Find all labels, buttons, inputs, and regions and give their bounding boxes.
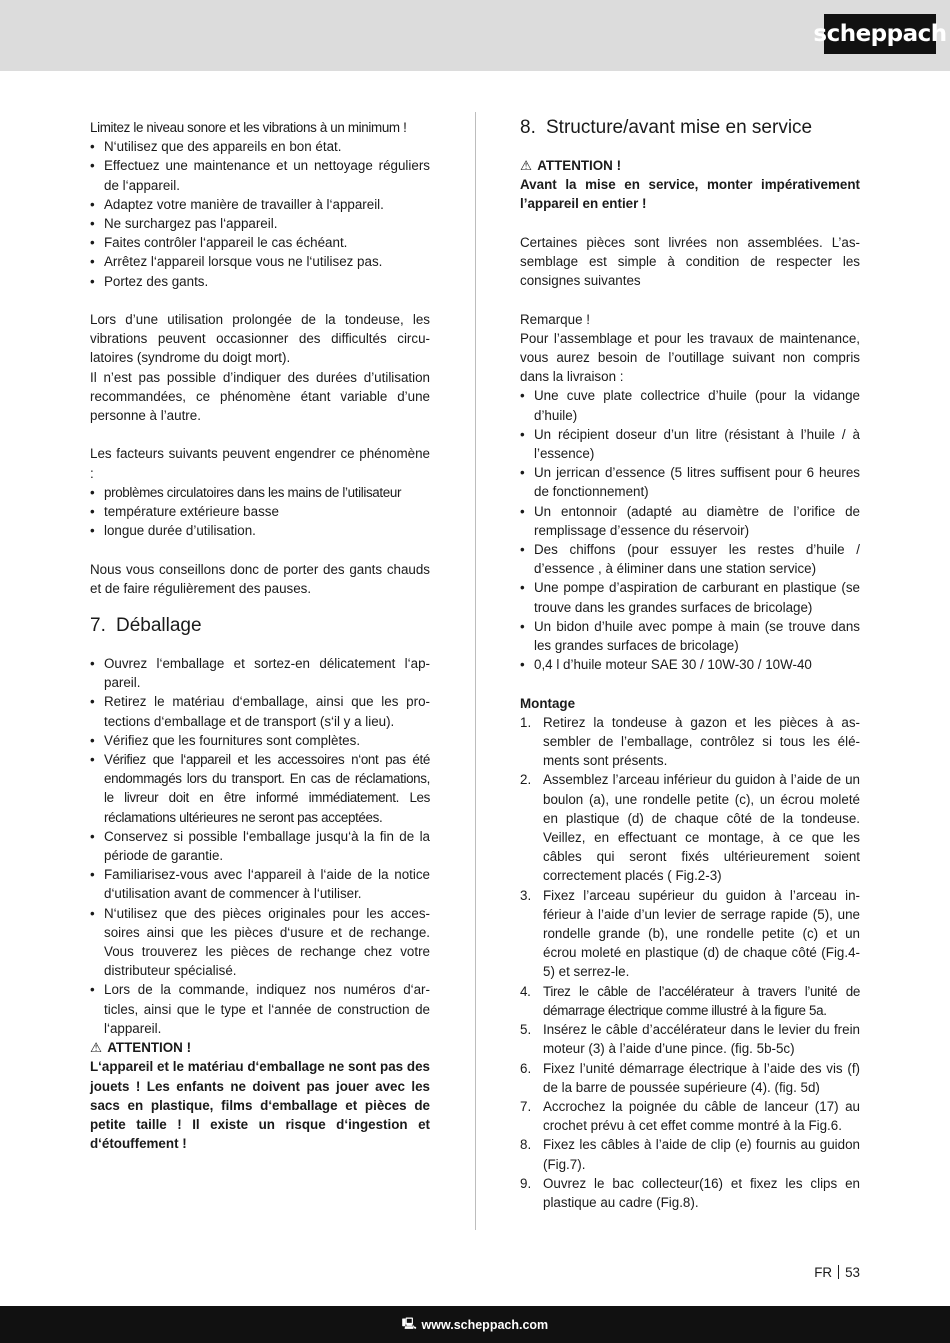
list-item: • Un bidon d’huile avec pompe à main (se trouve dans les grandes surfaces de bricolage)	[520, 617, 860, 655]
remark-text: Pour l’assemblage et pour les travaux de maintenance, vous aurez besoin de l’outillage suivant non compris dans la livraison :	[520, 330, 860, 385]
duration-paragraph: Il n’est pas possible d’indiquer des durées d’utilisation recommandées, ce phénomène étant variable d’une personne à l’autre.	[90, 369, 430, 424]
factors-intro: Les facteurs suivants peuvent engendrer ce phénomène :	[90, 446, 430, 481]
intro-list	[90, 137, 430, 291]
website-link[interactable]: www.scheppach.com	[421, 1317, 549, 1332]
unpack-list	[90, 654, 430, 1038]
attention-heading: ⚠ ATTENTION !	[90, 1038, 430, 1057]
list-item: • Adaptez votre manière de travailler à l‘appareil.	[90, 195, 430, 214]
step-item: 9. Ouvrez le bac collecteur(16) et fixez les clips en plastique au cadre (Fig.8).	[520, 1175, 860, 1210]
list-item: • Vérifiez que les fournitures sont complètes.	[90, 731, 430, 750]
list-item: • Ne surchargez pas l‘appareil.	[90, 214, 430, 233]
list-item: • Effectuez une maintenance et un nettoyage réguliers de l‘appareil.	[90, 156, 430, 194]
step-item: 6. Fixez l’unité démarrage électrique à l’aide des vis (f) de la barre de poussée supérieure (4). (fig. 5d)	[520, 1060, 860, 1095]
assembly-steps	[520, 713, 860, 1212]
list-item: • Une pompe d’aspiration de carburant en plastique (se trouve dans les grandes surfaces de bricolage)	[520, 578, 860, 616]
list-item: • Ouvrez l‘emballage et sortez-en délicatement l‘appareil.	[90, 654, 430, 692]
section-title: Déballage	[116, 615, 202, 637]
page-number-value: 53	[845, 1265, 860, 1280]
step-item: 4. Tirez le câble de l’accélérateur à travers l’unité de démarrage électrique comme illustré à la figure 5a.	[520, 983, 860, 1018]
step-item: 5. Insérez le câble d’accélérateur dans le levier du frein moteur (3) à l’aide d’une pince. (fig. 5b-5c)	[520, 1022, 860, 1057]
brand-logo: scheppach	[824, 14, 936, 54]
montage-heading: Montage	[520, 695, 576, 711]
list-item: • longue durée d’utilisation.	[90, 521, 430, 540]
step-item: 2. Assemblez l’arceau inférieur du guidon à l’aide de un boulon (a), une rondelle petite (c), un écrou moleté en plastique (d) de chaque côté de la tondeuse. Veillez, en effectuant ce montage, à ce que les câbles qui seront fixés ultérieurement soient correctement placés ( Fig.2-3)	[520, 772, 860, 884]
step-item: 3. Fixez l’arceau supérieur du guidon à l’arceau inférieur à l’aide d’un levier de serrage rapide (5), une rondelle grande (b), une rondelle petite (c) et un écrou moleté en plastique (d) de chaque côté (Fig.4-5) et serrez-le.	[520, 887, 860, 980]
vibration-paragraph: Lors d’une utilisation prolongée de la tondeuse, les vibrations peuvent occasionner des difficultés circulatoires (syndrome du doigt mort).	[90, 312, 430, 366]
header-bar	[0, 0, 950, 71]
step-item: 1. Retirez la tondeuse à gazon et les pièces à assembler de l’emballage, contrôlez si tous les éléments sont présents.	[520, 714, 860, 769]
list-item: • 0,4 l d’huile moteur SAE 30 / 10W-30 / 10W-40	[520, 655, 860, 674]
advice-paragraph: Nous vous conseillons donc de porter des gants chauds et de faire régulièrement des pauses.	[90, 561, 430, 596]
section-title: Structure/avant mise en service	[546, 117, 813, 138]
list-item: • Portez des gants.	[90, 272, 430, 291]
section-number: 7.	[90, 615, 106, 637]
attention-heading: ⚠ ATTENTION !	[520, 156, 860, 175]
list-item: • température extérieure basse	[90, 502, 430, 521]
attention-text: L‘appareil et le matériau d‘emballage ne sont pas des jouets ! Les enfants ne doivent pas jouer avec les sacs en plastique, films d‘emballage et pièces de petite taille ! Il existe un risque d‘ingestion et d‘étouffement !	[90, 1059, 430, 1152]
step-item: 7. Accrochez la poignée du câble de lanceur (17) au crochet prévu à cet effet comme montré à la Fig.6.	[520, 1098, 860, 1134]
footer-bar	[0, 1306, 950, 1343]
tools-list	[520, 386, 860, 674]
assembly-paragraph: Certaines pièces sont livrées non assemblées. L’assemblage est simple à condition de respecter les consignes suivantes	[520, 234, 860, 289]
list-item: • Lors de la commande, indiquez nos numéros d‘articles, ainsi que le type et l‘année de construction de l‘appareil.	[90, 980, 430, 1038]
monitor-icon: 🖳	[401, 1318, 417, 1330]
remark-label: Remarque !	[520, 311, 590, 327]
section-8-heading	[520, 116, 860, 140]
step-item: 8. Fixez les câbles à l’aide de clip (e) fournis au guidon (Fig.7).	[520, 1137, 860, 1172]
warning-icon: ⚠	[520, 158, 533, 173]
list-item: • Un jerrican d’essence (5 litres suffisent pour 6 heures de fonctionnement)	[520, 463, 860, 501]
list-item: • Un entonnoir (adapté au diamètre de l’orifice de remplissage d’essence du réservoir)	[520, 502, 860, 540]
list-item: • Une cuve plate collectrice d’huile (pour la vidange d’huile)	[520, 386, 860, 424]
list-item: • Un récipient doseur d’un litre (résistant à l’huile / à l’essence)	[520, 425, 860, 463]
list-item: • Vérifiez que l‘appareil et les accessoires n‘ont pas été endommagés lors du transport. En cas de réclamations, le livreur doit en être informé immédiatement. Les réclamations ultérieures ne seront pas acceptées.	[90, 750, 430, 827]
list-item: • problèmes circulatoires dans les mains de l’utilisateur	[90, 483, 430, 502]
right-column	[520, 118, 860, 1212]
section-number: 8.	[520, 117, 536, 138]
list-item: • Familiarisez-vous avec l‘appareil à l‘aide de la notice d‘utilisation avant de commencer à l‘utiliser.	[90, 865, 430, 903]
list-item: • Retirez le matériau d‘emballage, ainsi que les protections d‘emballage et de transport (s‘il y a lieu).	[90, 692, 430, 730]
page-number	[814, 1265, 860, 1281]
list-item: • Conservez si possible l‘emballage jusqu‘à la fin de la période de garantie.	[90, 827, 430, 865]
list-item: • Faites contrôler l‘appareil le cas échéant.	[90, 233, 430, 252]
list-item: • Des chiffons (pour essuyer les restes d’huile / d’essence , à éliminer dans une station service)	[520, 540, 860, 578]
warning-icon: ⚠	[90, 1040, 103, 1056]
section-7-heading	[90, 614, 430, 638]
column-divider	[475, 112, 476, 1230]
left-column	[90, 118, 430, 1153]
attention-text: Avant la mise en service, monter impérativement l’appareil en entier !	[520, 177, 860, 212]
list-item: • Arrêtez l‘appareil lorsque vous ne l‘utilisez pas.	[90, 252, 430, 271]
intro-text: Limitez le niveau sonore et les vibrations à un minimum !	[90, 120, 407, 135]
list-item: • N‘utilisez que des pièces originales pour les accessoires ainsi que les pièces d‘usure et de rechange. Vous trouverez les pièces de rechange chez votre distributeur spécialisé.	[90, 904, 430, 981]
factors-list	[90, 483, 430, 541]
list-item: • N‘utilisez que des appareils en bon état.	[90, 137, 430, 156]
separator	[838, 1265, 839, 1279]
language-code: FR	[814, 1265, 833, 1280]
